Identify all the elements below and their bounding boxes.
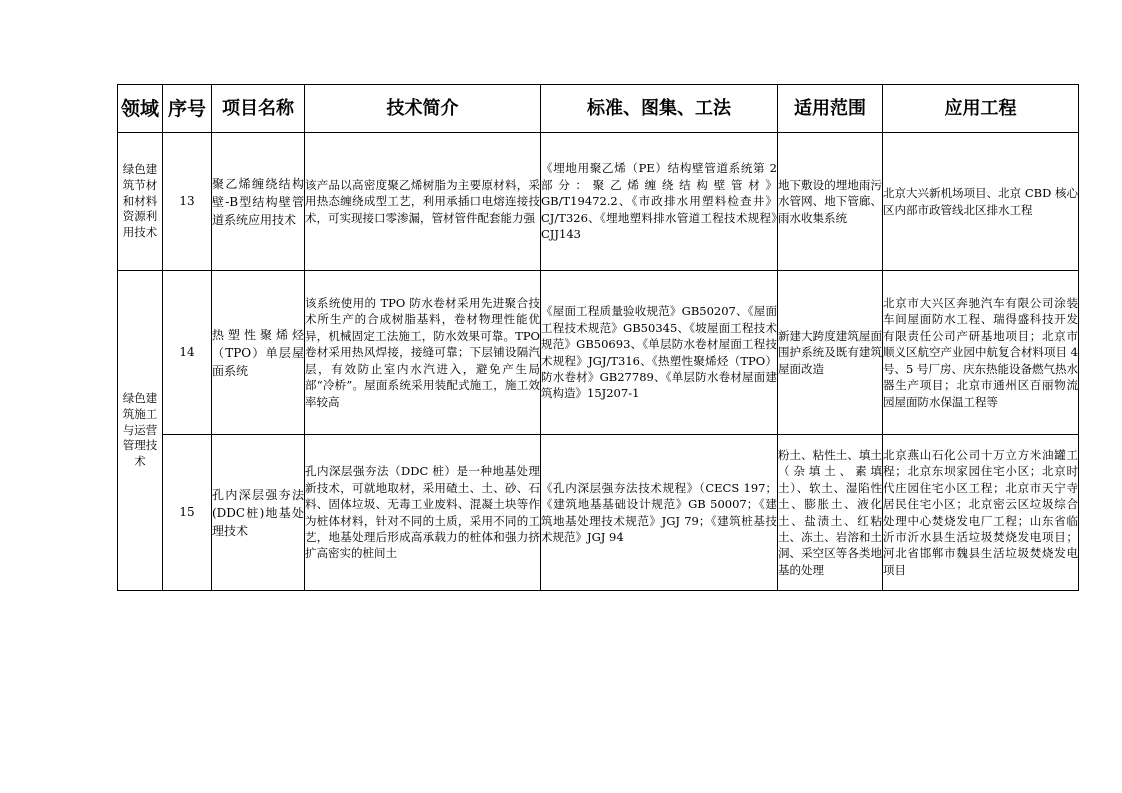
- scope-cell: 新建大跨度建筑屋面围护系统及既有建筑屋面改造: [778, 271, 883, 435]
- projects-cell: 北京大兴新机场项目、北京 CBD 核心区内部市政管线北区排水工程: [883, 133, 1079, 271]
- name-cell: 聚乙烯缠绕结构壁-B型结构壁管道系统应用技术: [212, 133, 305, 271]
- name-cell: 热塑性聚烯烃（TPO）单层屋面系统: [212, 271, 305, 435]
- header-standard: 标准、图集、工法: [541, 85, 778, 133]
- seq-cell: 14: [163, 271, 212, 435]
- standard-cell: 《屋面工程质量验收规范》GB50207、《屋面工程技术规范》GB50345、《坡屋面工程技术规范》GB50693、《单层防水卷材屋面工程技术规程》JGJ/T316、《热塑性聚烯烃（TPO）防水卷材》GB27789、《单层防水卷材屋面建筑构造》15J207-1: [541, 271, 778, 435]
- standard-cell: 《孔内深层强夯法技术规程》（CECS 197；《建筑地基基础设计规范》GB 50007；《建筑地基处理技术规范》JGJ 79；《建筑桩基技术规范》JGJ 94: [541, 435, 778, 591]
- domain-cell: 绿色建筑节材和材料资源利用技术: [118, 133, 163, 271]
- domain-cell: 绿色建筑施工与运营管理技术: [118, 271, 163, 591]
- projects-cell: 北京燕山石化公司十万立方米油罐工程；北京东坝家园住宅小区；北京时代庄园住宅小区工程；北京市天宁寺居民住宅小区；北京密云区垃圾综合处理中心焚烧发电厂工程；山东省临沂市沂水县生活垃圾焚烧发电项目；河北省邯郸市魏县生活垃圾焚烧发电项目: [883, 435, 1079, 591]
- header-desc: 技术简介: [305, 85, 541, 133]
- header-name: 项目名称: [212, 85, 305, 133]
- table-row: [118, 133, 1079, 271]
- header-domain: 领域: [118, 85, 163, 133]
- table-row: [118, 435, 1079, 591]
- desc-cell: 该系统使用的 TPO 防水卷材采用先进聚合技术所生产的合成树脂基料，卷材物理性能优异，机械固定工法施工，防水效果可靠。TPO 卷材采用热风焊接，接缝可靠；下层铺设隔汽层，有效防止室内水汽进入，避免产生局部“冷桥”。屋面系统采用装配式施工，施工效率较高: [305, 271, 541, 435]
- seq-cell: 15: [163, 435, 212, 591]
- projects-cell: 北京市大兴区奔驰汽车有限公司涂装车间屋面防水工程、瑞得盛科技开发有限责任公司产研基地项目；北京市顺义区航空产业园中航复合材料项目 4 号、5 号厂房、庆东热能设备燃气热水器生产项目；北京市通州区百丽物流园屋面防水保温工程等: [883, 271, 1079, 435]
- desc-cell: 孔内深层强夯法（DDC 桩）是一种地基处理新技术，可就地取材，采用碴土、土、砂、石料、固体垃圾、无毒工业废料、混凝土块等作为桩体材料，针对不同的土质，采用不同的工艺，地基处理后形成高承载力的桩体和强力挤扩高密实的桩间土: [305, 435, 541, 591]
- header-projects: 应用工程: [883, 85, 1079, 133]
- desc-cell: 该产品以高密度聚乙烯树脂为主要原材料，采用热态缠绕成型工艺，利用承插口电熔连接技术，可实现接口零渗漏，管材管件配套能力强: [305, 133, 541, 271]
- table-row: [118, 271, 1079, 435]
- standard-cell: 《埋地用聚乙烯（PE）结构壁管道系统第 2 部分：聚乙烯缠绕结构壁管材》GB/T19472.2、《市政排水用塑料检查井》CJ/T326、《埋地塑料排水管道工程技术规程》CJJ143: [541, 133, 778, 271]
- header-scope: 适用范围: [778, 85, 883, 133]
- standards-table: [117, 84, 1079, 591]
- scope-cell: 粉土、粘性土、填土（杂填土、素填土）、软土、湿陷性土、膨胀土、液化土、盐渍土、红粘土、冻土、岩溶和土洞、采空区等各类地基的处理: [778, 435, 883, 591]
- header-row: [118, 85, 1079, 133]
- scope-cell: 地下敷设的埋地雨污水管网、地下管廊、雨水收集系统: [778, 133, 883, 271]
- header-seq: 序号: [163, 85, 212, 133]
- name-cell: 孔内深层强夯法(DDC桩)地基处理技术: [212, 435, 305, 591]
- seq-cell: 13: [163, 133, 212, 271]
